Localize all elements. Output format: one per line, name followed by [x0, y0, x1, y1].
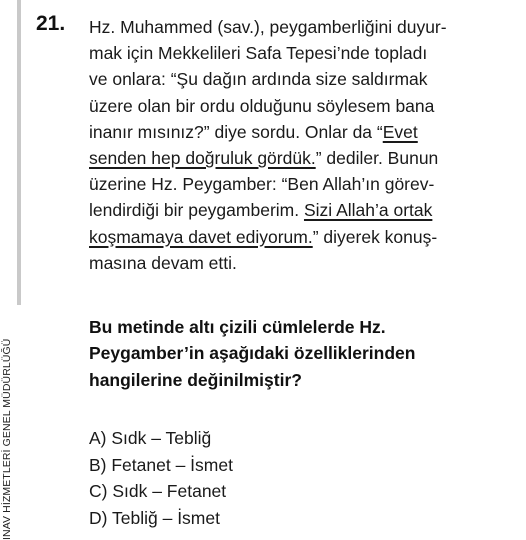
passage-text: lendirdiği bir peygamberim. — [89, 200, 304, 221]
passage-line — [89, 66, 519, 92]
passage-text: ” diyerek konuş- — [312, 226, 438, 247]
sidebar-caption: INAV HİZMETLERİ GENEL MÜDÜRLÜĞÜ — [1, 338, 13, 540]
underlined-phrase: senden hep doğruluk gördük. — [89, 148, 316, 169]
passage-line — [89, 119, 519, 145]
passage-text: ” dediler. Bunun — [315, 148, 439, 169]
passage-line — [89, 224, 519, 250]
option-d[interactable]: D) Tebliğ – İsmet — [89, 507, 220, 528]
passage-text: üzerine Hz. Peygamber: “Ben Allah’ın görev- — [89, 174, 435, 195]
answer-options — [89, 425, 233, 531]
passage-line — [89, 14, 519, 40]
question-number: 21. — [36, 12, 66, 35]
option-a[interactable]: A) Sıdk – Tebliğ — [89, 428, 212, 448]
question-passage — [89, 14, 519, 276]
passage-text: masına devam etti. — [89, 252, 237, 273]
underlined-phrase: koşmamaya davet ediyorum. — [89, 226, 313, 247]
passage-text: ve onlara: “Şu dağın ardında size saldırmak — [89, 69, 428, 90]
passage-line — [89, 40, 519, 66]
passage-text: mak için Mekkelileri Safa Tepesi’nde topladı — [89, 43, 428, 64]
passage-text: Hz. Muhammed (sav.), peygamberliğini duyur- — [89, 17, 447, 37]
option-c[interactable]: C) Sıdk – Fetanet — [89, 481, 227, 502]
passage-line — [89, 250, 519, 276]
question-stem — [89, 314, 519, 393]
stem-line: Peygamber’in aşağıdaki özelliklerinden — [89, 343, 416, 364]
passage-line — [89, 197, 519, 223]
underlined-phrase: Sizi Allah’a ortak — [303, 200, 433, 221]
underlined-phrase: Evet — [382, 121, 418, 142]
stem-line: hangilerine değinilmiştir? — [89, 369, 302, 390]
option-b[interactable]: B) Fetanet – İsmet — [89, 454, 233, 475]
passage-line — [89, 171, 519, 197]
side-rule — [17, 0, 21, 305]
passage-line — [89, 93, 519, 119]
passage-line — [89, 145, 519, 171]
passage-text: üzere olan bir ordu olduğunu söylesem bana — [89, 95, 435, 116]
stem-line: Bu metinde altı çizili cümlelerde Hz. — [89, 317, 386, 337]
passage-text: inanır mısınız?” diye sordu. Onlar da “ — [89, 121, 383, 142]
